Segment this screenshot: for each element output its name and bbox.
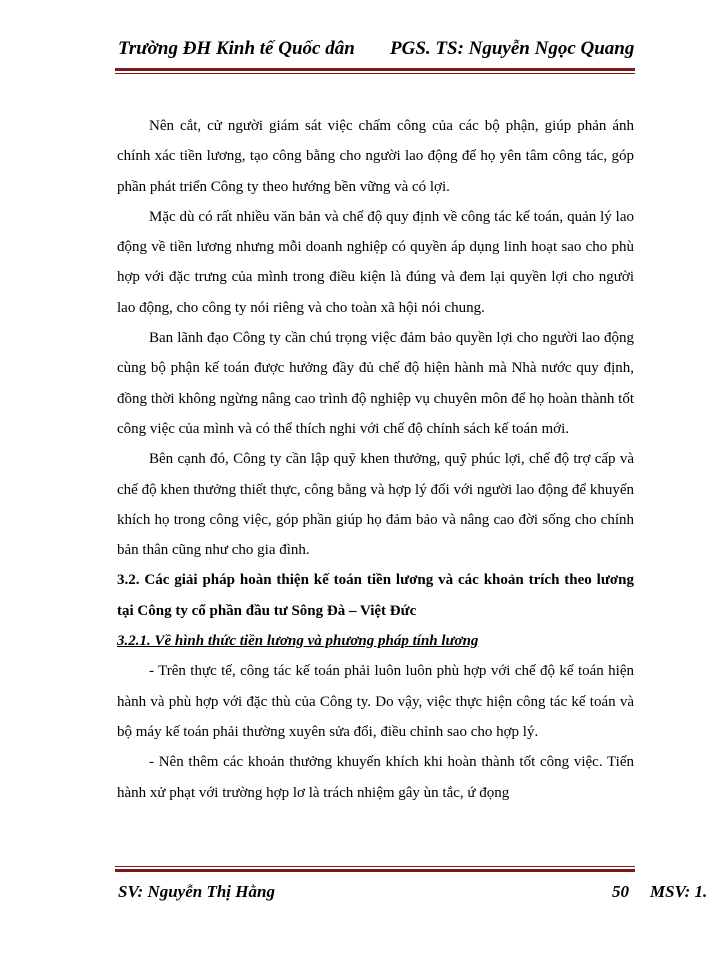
bullet-item: - Trên thực tế, công tác kế toán phải luôn luôn phù hợp với chế độ kế toán hiện hành và phù hợp với đặc thù của Công ty. Do vậy, việc thực hiện công tác kế toán và bộ máy kế toán phải thường xuyên sửa đổi, điều chỉnh sao cho hợp lý. xyxy=(117,663,634,740)
page-number: 50 xyxy=(612,882,629,901)
bullet-item: - Nên thêm các khoản thưởng khuyến khích khi hoàn thành tốt công việc. Tiến hành xử phạt với trường hợp lơ là trách nhiệm gây ùn tắc, ứ đọng xyxy=(117,754,634,801)
header-rule-thick xyxy=(115,68,635,71)
page-body xyxy=(117,111,634,808)
footer-student-id: MSV: 1. xyxy=(650,882,707,901)
paragraph: Bên cạnh đó, Công ty cần lập quỹ khen thưởng, quỹ phúc lợi, chế độ trợ cấp và chế độ khen thưởng thiết thực, công bằng và hợp lý đối với người lao động để khuyến khích họ trong công việc, góp phần giúp họ đảm bảo và nâng cao đời sống cho chính bản thân cũng như cho gia đình. xyxy=(117,451,634,559)
subsection-heading: 3.2.1. Về hình thức tiền lương và phương pháp tính lương xyxy=(117,633,479,650)
header-rule-thin xyxy=(115,73,635,74)
page-footer xyxy=(118,882,707,912)
paragraph: Nên cắt, cử người giám sát việc chấm công của các bộ phận, giúp phản ánh chính xác tiền lương, tạo công bằng cho người lao động để họ yên tâm công tác, góp phần phát triển Công ty theo hướng bền vững và có lợi. xyxy=(117,118,634,195)
paragraph: Ban lãnh đạo Công ty cần chú trọng việc đảm bảo quyền lợi cho người lao động cùng bộ phận kế toán được hưởng đầy đủ chế độ hiện hành mà Nhà nước quy định, đồng thời không ngừng nâng cao trình độ nghiệp vụ chuyên môn để họ hoàn thành tốt công việc của mình và có thể thích nghi với chế độ chính sách kế toán mới. xyxy=(117,330,634,437)
footer-rule-thick xyxy=(115,869,635,872)
footer-student: SV: Nguyễn Thị Hằng xyxy=(118,882,275,901)
header-university: Trường ĐH Kinh tế Quốc dân xyxy=(118,38,355,59)
footer-rule-thin xyxy=(115,866,635,867)
paragraph: Mặc dù có rất nhiều văn bản và chế độ quy định về công tác kế toán, quản lý lao động về tiền lương nhưng mỗi doanh nghiệp có quyền áp dụng linh hoạt sao cho phù hợp với đặc trưng của mình trong điều kiện là đúng và đem lại quyền lợi cho người lao động, cho công ty nói riêng và cho toàn xã hội nói chung. xyxy=(117,208,634,316)
page-header xyxy=(118,38,700,68)
header-supervisor: PGS. TS: Nguyễn Ngọc Quang xyxy=(390,38,635,59)
section-heading: 3.2. Các giải pháp hoàn thiện kế toán tiền lương và các khoản trích theo lương tại Công ty cổ phần đầu tư Sông Đà – Việt Đức xyxy=(117,572,634,619)
